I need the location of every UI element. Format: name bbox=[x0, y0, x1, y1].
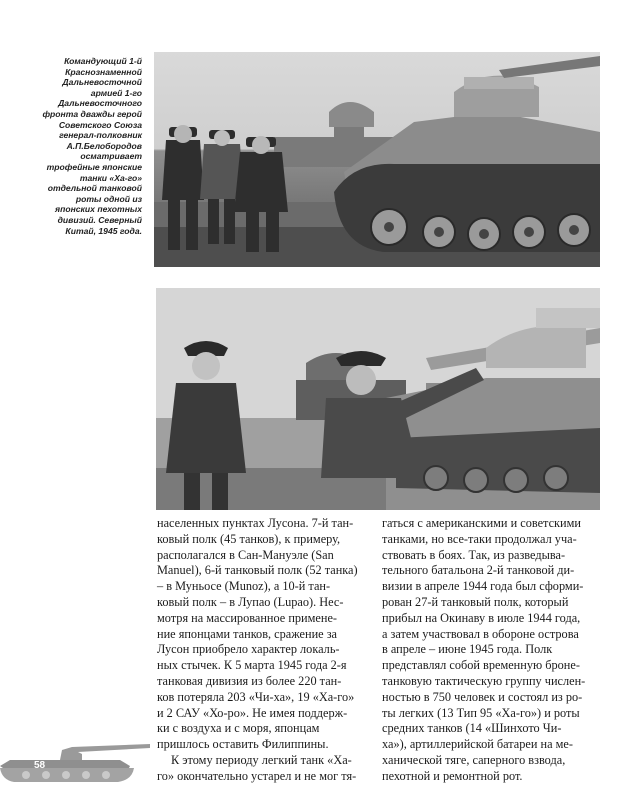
paragraph-line: ков потеряла 203 «Чи-ха», 19 «Ха-го» bbox=[157, 689, 355, 704]
paragraph-line: пехотной и ремонтной рот. bbox=[382, 768, 523, 783]
paragraph-line: ха»), артиллерийской батареи на ме- bbox=[382, 737, 573, 752]
caption-line: трофейные японские bbox=[46, 161, 142, 172]
paragraph-line: пришлось оставить Филиппины. bbox=[157, 737, 329, 752]
paragraph-line: Лусон приобрело характер локаль- bbox=[157, 642, 340, 657]
photo-caption bbox=[18, 56, 142, 236]
caption-line: Китай, 1945 года. bbox=[65, 225, 142, 236]
paragraph-line: и 2 САУ «Хо-ро». Не имея поддерж- bbox=[157, 705, 348, 720]
paragraph-line: в апреле – июне 1945 года. Полк bbox=[382, 642, 553, 657]
paragraph-line: ты легких (13 Тип 95 «Ха-го») и роты bbox=[382, 705, 580, 720]
paragraph-line: визии в апреле 1944 года был сформи- bbox=[382, 579, 584, 594]
tank-silhouette-icon bbox=[0, 744, 150, 789]
paragraph-line: танковая дивизия из более 220 тан- bbox=[157, 673, 342, 688]
caption-line: Командующий 1-й bbox=[64, 56, 142, 66]
caption-line: осматривает bbox=[80, 151, 142, 162]
paragraph-line: ствовать в боях. Так, из разведыва- bbox=[382, 547, 566, 562]
paragraph-line: тельного батальона 2-й танковой ди- bbox=[382, 563, 575, 578]
caption-line: дивизий. Северный bbox=[57, 214, 142, 225]
paragraph-line: ных стычек. К 5 марта 1945 года 2-я bbox=[157, 658, 347, 673]
paragraph-line: средних танков (14 «Шинхото Чи- bbox=[382, 721, 562, 736]
paragraph-line: ностью в 750 человек и состоял из ро- bbox=[382, 689, 583, 704]
photo-officers-inspecting-tanks bbox=[154, 52, 600, 267]
caption-line: А.П.Белобородов bbox=[66, 140, 142, 151]
text-column-left bbox=[157, 516, 357, 785]
paragraph-line: танковую тактическую группу числен- bbox=[382, 673, 586, 688]
paragraph-line: располагался в Сан-Мануэле (San bbox=[157, 547, 334, 562]
caption-line: Дальневосточной bbox=[62, 77, 142, 88]
caption-line: Краснознаменной bbox=[65, 66, 142, 77]
paragraph-line: рован 27-й танковый полк, который bbox=[382, 594, 569, 609]
caption-line: отдельной танковой bbox=[47, 183, 142, 194]
caption-line: армией 1-го bbox=[90, 87, 142, 98]
paragraph-line: ковый полк (45 танков), к примеру, bbox=[157, 531, 341, 546]
paragraph-line: го» окончательно устарел и не мог тя- bbox=[157, 768, 357, 783]
photo-general-near-tank bbox=[156, 288, 600, 510]
paragraph-line: населенных пунктах Лусона. 7-й тан- bbox=[157, 516, 354, 530]
paragraph-line: мотря на массированное примене- bbox=[157, 610, 338, 625]
caption-line: танки «Ха-го» bbox=[79, 172, 142, 183]
paragraph-line: ние японцами танков, сражение за bbox=[157, 626, 338, 641]
paragraph-line: Manuel), 6-й танковый полк (52 танка) bbox=[157, 563, 358, 578]
caption-line: Дальневосточного bbox=[58, 98, 142, 109]
paragraph-line: прибыл на Окинаву в июле 1944 года, bbox=[382, 610, 581, 625]
paragraph-line: ки с воздуха и с моря, японцам bbox=[157, 721, 320, 736]
caption-line: генерал-полковник bbox=[59, 130, 142, 141]
paragraph-line: К этому периоду легкий танк «Ха- bbox=[171, 752, 352, 767]
paragraph-line: гаться с американскими и советскими bbox=[382, 516, 581, 530]
caption-line: японских пехотных bbox=[55, 204, 142, 215]
caption-line: роты одной из bbox=[75, 193, 142, 204]
paragraph-line: ковый полк – в Лупао (Lupao). Нес- bbox=[157, 594, 344, 609]
paragraph-line: ханической тяге, саперного взвода, bbox=[382, 752, 566, 767]
caption-line: Советского Союза bbox=[58, 119, 142, 130]
paragraph-line: танками, но все-таки продолжал уча- bbox=[382, 531, 577, 546]
paragraph-line: а затем участвовал в обороне острова bbox=[382, 626, 579, 641]
paragraph-line: – в Муньосе (Munoz), а 10-й тан- bbox=[157, 579, 331, 594]
text-column-right bbox=[382, 516, 592, 785]
page-number: 58 bbox=[34, 760, 46, 771]
paragraph-line: представлял собой временную броне- bbox=[382, 658, 580, 673]
caption-line: фронта дважды герой bbox=[42, 108, 142, 119]
